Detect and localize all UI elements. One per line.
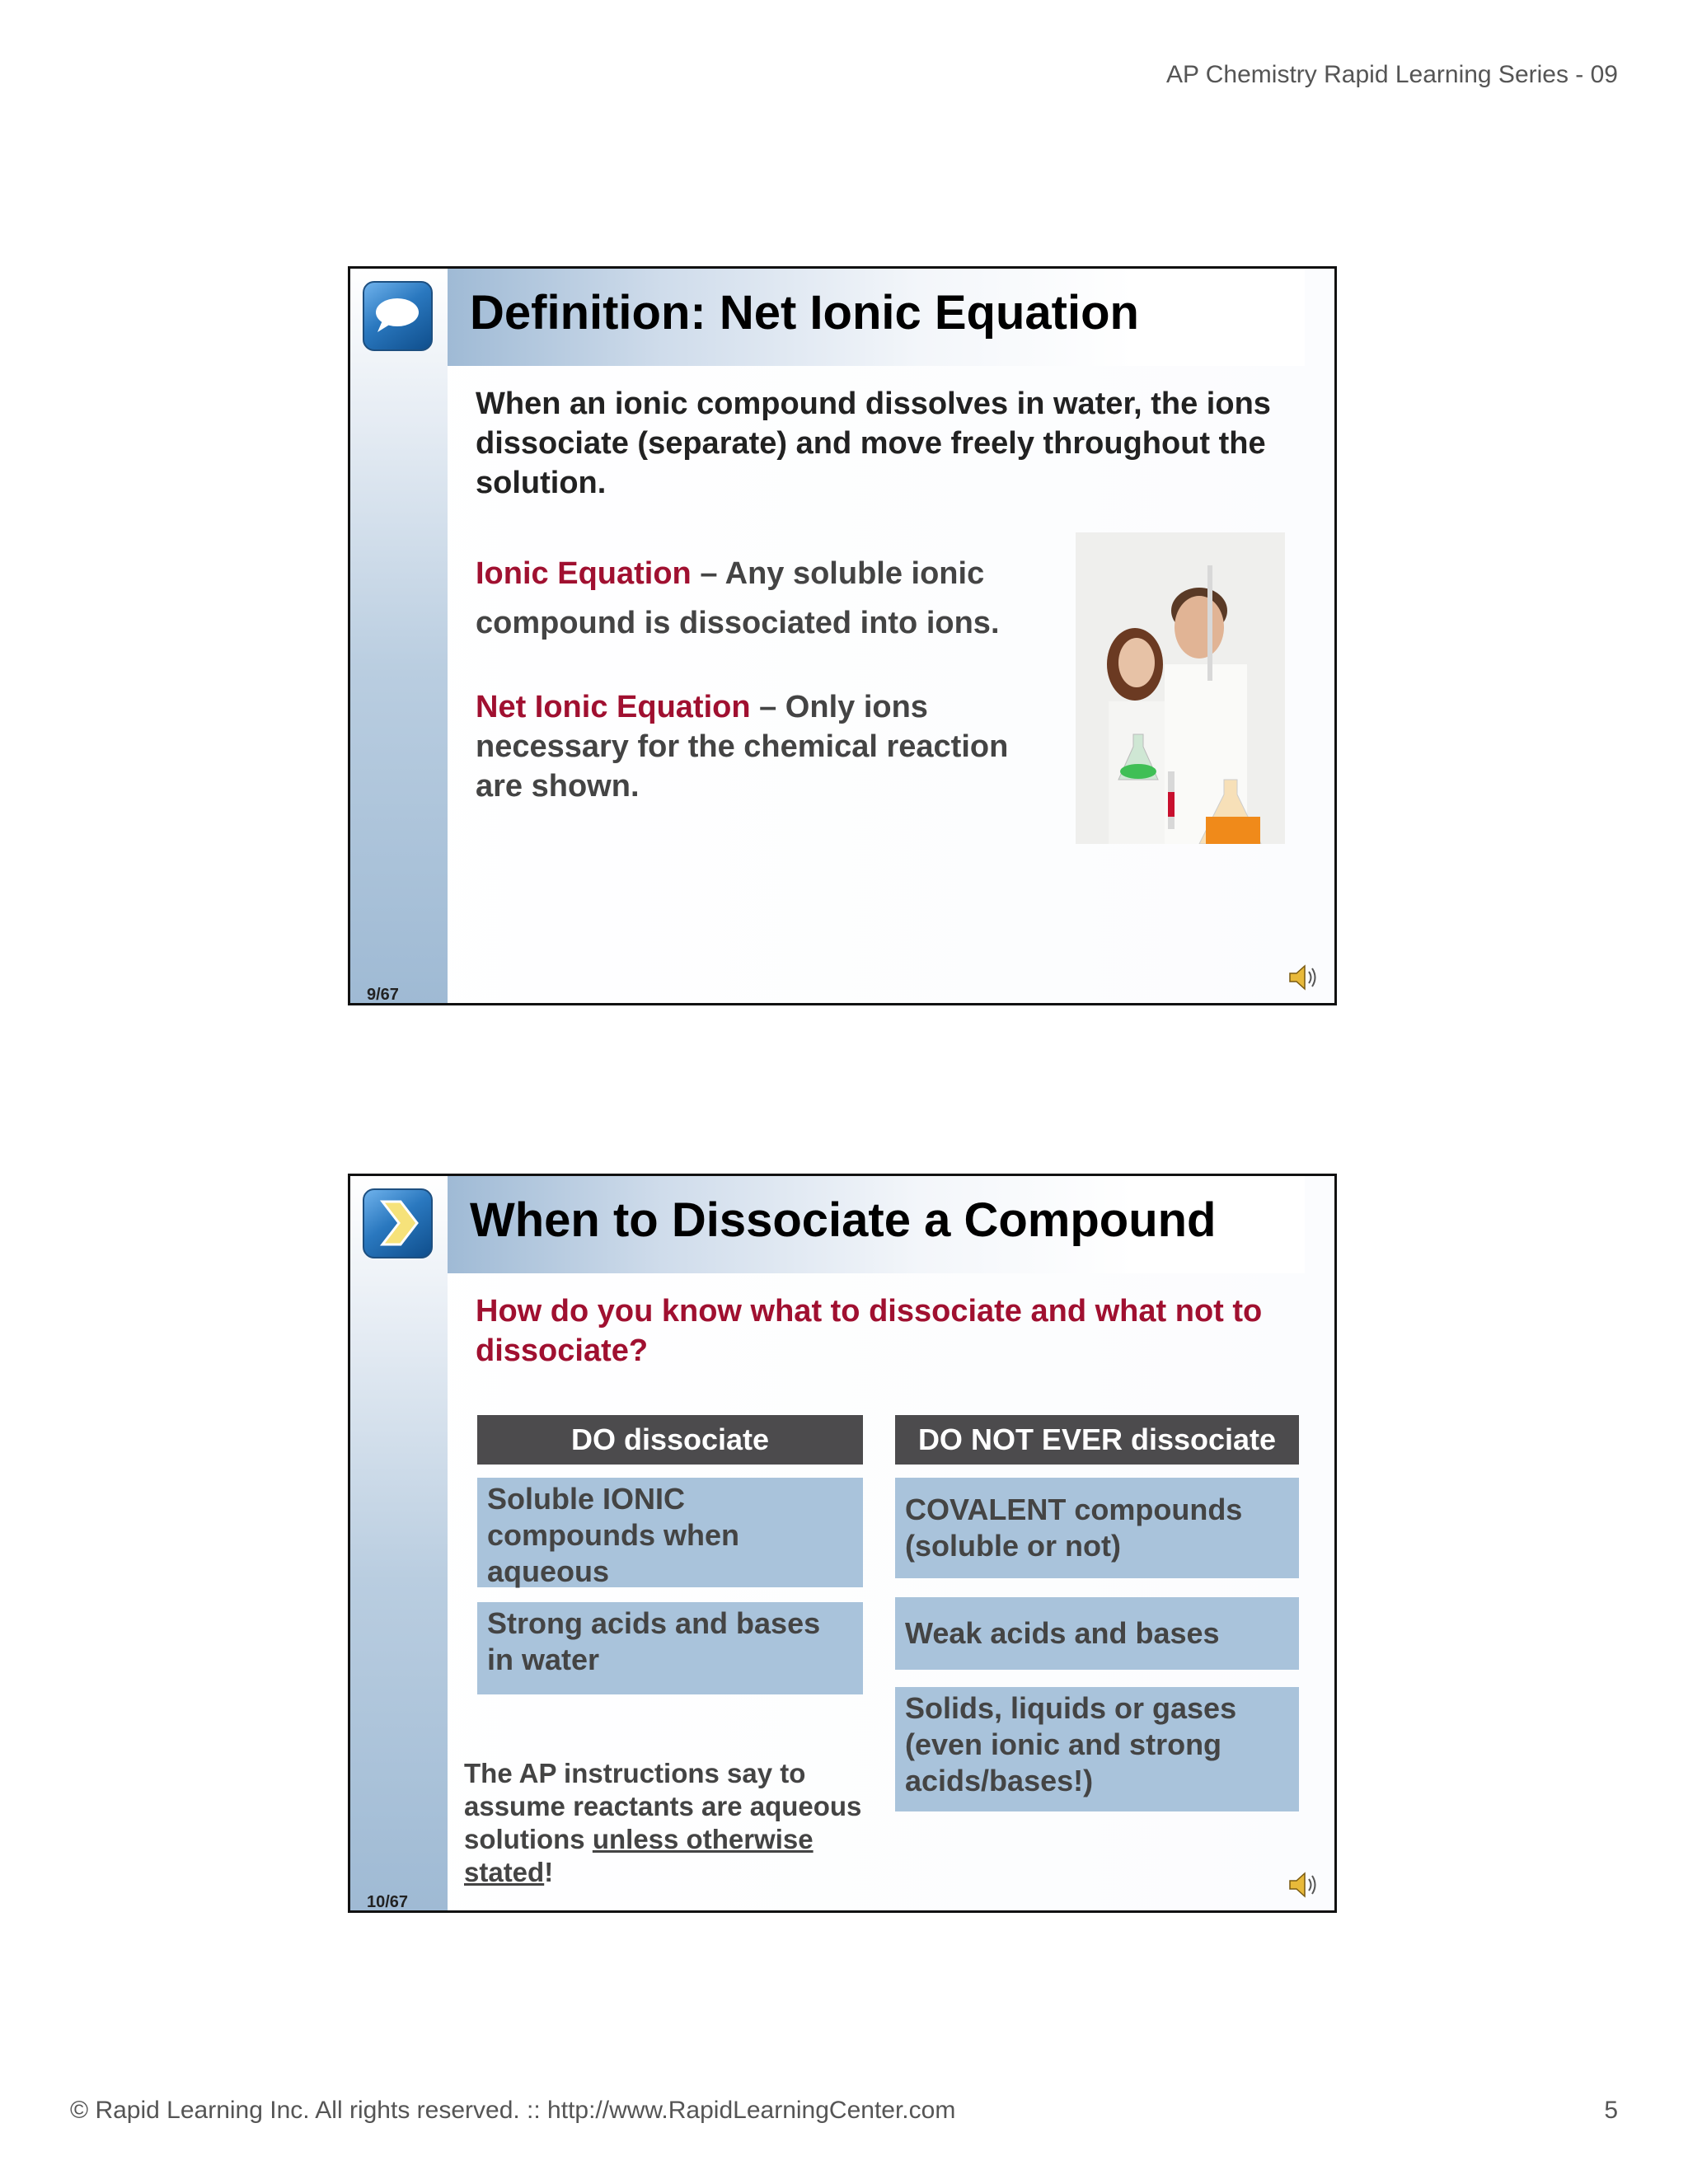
chevron-right-icon [363,1188,433,1258]
do-dissociate-item: Soluble IONIC compounds when aqueous [477,1478,863,1587]
do-not-dissociate-item: COVALENT compounds (soluble or not) [895,1478,1299,1578]
do-not-dissociate-item: Weak acids and bases [895,1597,1299,1670]
term-ionic-equation-def: – Any soluble ionic compound is dissociated into ions. [476,556,1000,640]
slide-number: 9/67 [367,986,399,1004]
slide-when-to-dissociate [348,1174,1337,1913]
do-dissociate-item: Strong acids and bases in water [477,1602,863,1694]
speaker-icon[interactable] [1287,1868,1320,1901]
question-text: How do you know what to dissociate and what not to dissociate? [476,1294,1263,1368]
slide-side-strip [350,269,448,1003]
do-dissociate-header: DO dissociate [477,1415,863,1465]
speaker-icon[interactable] [1287,961,1320,994]
slide-title: When to Dissociate a Compound [470,1193,1217,1247]
slide-title: Definition: Net Ionic Equation [470,286,1139,340]
term-net-ionic-equation-def: – Only ions necessary for the chemical reaction are shown. [476,690,1009,804]
ionic-equation-definition [476,549,1053,648]
term-ionic-equation: Ionic Equation [476,556,692,591]
net-ionic-equation-definition [476,687,1053,806]
note-end: ! [544,1857,554,1887]
note-start: The AP instructions say to assume reactants are aqueous solutions [464,1758,862,1854]
speech-bubble-icon [363,281,433,351]
slide-side-strip [350,1176,448,1910]
slide-definition [348,266,1337,1005]
series-header: AP Chemistry Rapid Learning Series - 09 [1165,61,1618,88]
copyright-footer: © Rapid Learning Inc. All rights reserved. :: http://www.RapidLearningCenter.com [70,2097,956,2124]
do-not-dissociate-item: Solids, liquids or gases (even ionic and strong acids/bases!) [895,1687,1299,1811]
lab-scientists-photo [1076,532,1285,844]
slide-number: 10/67 [367,1893,409,1911]
note-underlined: unless otherwise stated [464,1824,814,1887]
term-net-ionic-equation: Net Ionic Equation [476,690,751,724]
page-number: 5 [1604,2097,1618,2124]
do-not-dissociate-header: DO NOT EVER dissociate [895,1415,1299,1465]
ap-instructions-note [464,1757,893,1889]
intro-text: When an ionic compound dissolves in water, the ions dissociate (separate) and move freely throughout the solution. [476,387,1271,500]
